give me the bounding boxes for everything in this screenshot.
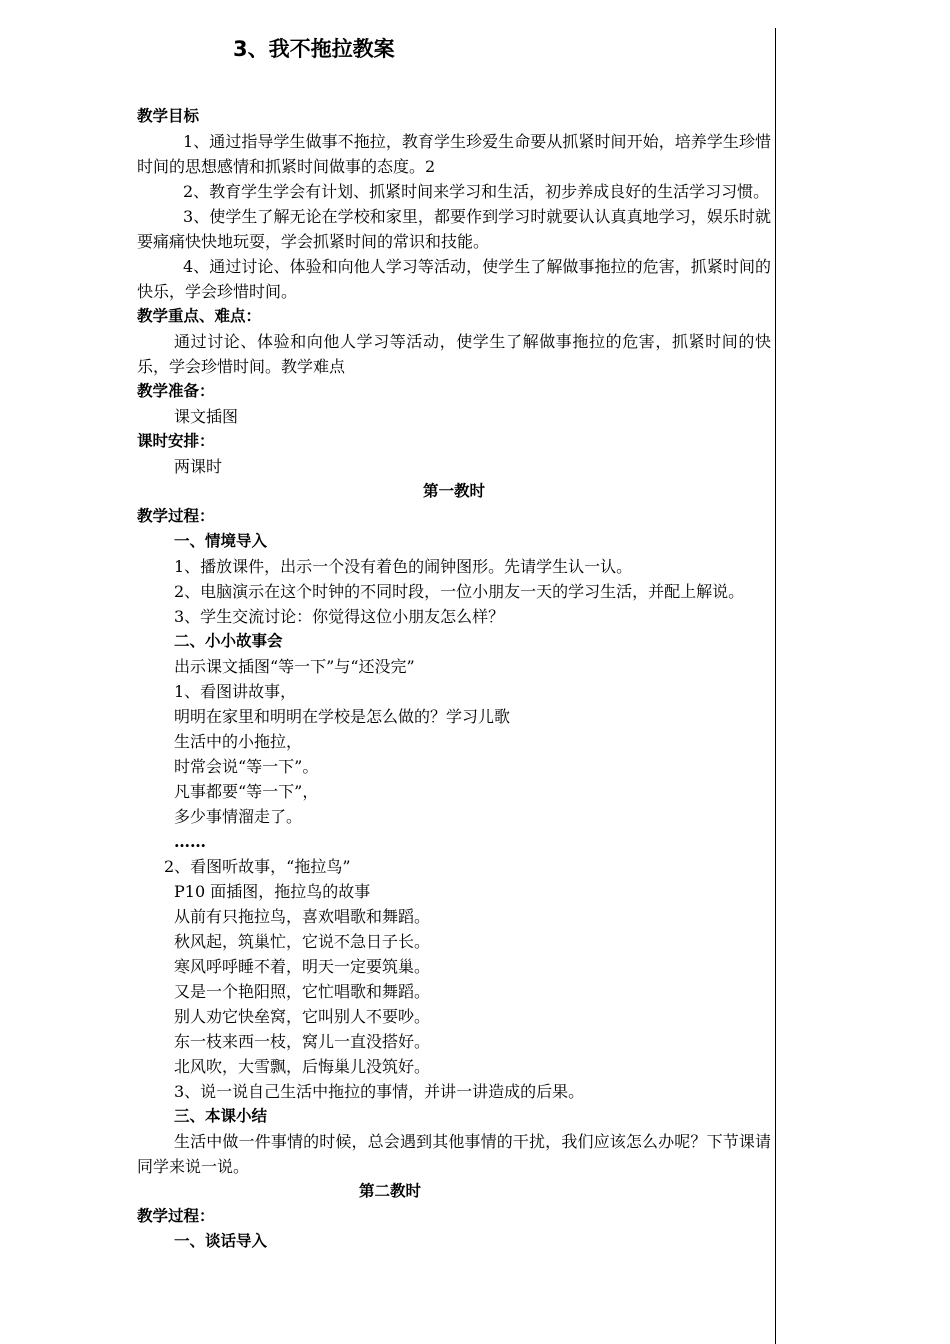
story-line: 寒风呼呼睡不着，明天一定要筑巢。: [174, 957, 431, 976]
lesson1-section1-heading: 一、情境导入: [174, 532, 268, 550]
story-line: P10 面插图，拖拉鸟的故事: [174, 882, 371, 901]
rhyme-line: 凡事都要“等一下”，: [174, 782, 319, 801]
lesson1-section1-step2: 2、电脑演示在这个时钟的不同时段，一位小朋友一天的学习生活，并配上解说。: [174, 582, 745, 601]
lesson1-section2-line: 1、看图讲故事，: [174, 682, 297, 701]
preparation-heading: 教学准备：: [137, 382, 215, 400]
lesson2-section1-heading: 一、谈话导入: [174, 1232, 268, 1250]
key-points-heading: 教学重点、难点：: [137, 307, 262, 325]
rhyme-line: 多少事情溜走了。: [174, 807, 303, 826]
story-line: 从前有只拖拉鸟，喜欢唱歌和舞蹈。: [174, 907, 431, 926]
preparation-text: 课文插图: [174, 407, 239, 426]
goals-heading: 教学目标: [137, 107, 200, 125]
schedule-heading: 课时安排：: [137, 432, 215, 450]
lesson1-section2-step3: 3、说一说自己生活中拖拉的事情，并讲一讲造成的后果。: [174, 1082, 585, 1101]
key-points-text: 通过讨论、体验和向他人学习等活动，使学生了解做事拖拉的危害，抓紧时间的快乐，学会珍惜时间。教学难点: [137, 332, 771, 376]
lesson1-section2-line: 出示课文插图“等一下”与“还没完”: [174, 657, 415, 676]
lesson1-section1-step3: 3、学生交流讨论：你觉得这位小朋友怎么样？: [174, 607, 505, 626]
story-line: 东一枝来西一枝，窝儿一直没搭好。: [174, 1032, 431, 1051]
lesson1-process-heading: 教学过程：: [137, 507, 215, 525]
rhyme-line: 时常会说“等一下”。: [174, 757, 319, 776]
lesson1-section3-heading: 三、本课小结: [174, 1107, 268, 1125]
lesson1-section2-heading: 二、小小故事会: [174, 632, 283, 650]
story-line: 别人劝它快垒窝，它叫别人不要吵。: [174, 1007, 431, 1026]
lesson1-section1-step1: 1、播放课件，出示一个没有着色的闹钟图形。先请学生认一认。: [174, 557, 633, 576]
story-line: 秋风起，筑巢忙，它说不急日子长。: [174, 932, 431, 951]
lesson1-heading: 第一教时: [422, 482, 485, 500]
lesson2-process-heading: 教学过程：: [137, 1207, 215, 1225]
document-title: 3、我不拖拉教案: [233, 37, 395, 61]
goal-item-3: 3、使学生了解无论在学校和家里，都要作到学习时就要认认真真地学习，娱乐时就要痛痛快快地玩耍，学会抓紧时间的常识和技能。: [137, 207, 771, 251]
rhyme-line: 生活中的小拖拉，: [174, 732, 303, 751]
goal-item-2: 2、教育学生学会有计划、抓紧时间来学习和生活，初步养成良好的生活学习习惯。: [183, 182, 770, 201]
goal-item-4: 4、通过讨论、体验和向他人学习等活动，使学生了解做事拖拉的危害，抓紧时间的快乐，学会珍惜时间。: [137, 257, 771, 301]
lesson1-summary-text: 生活中做一件事情的时候，总会遇到其他事情的干扰，我们应该怎么办呢？下节课请同学来说一说。: [137, 1132, 771, 1176]
lesson2-heading: 第二教时: [359, 1182, 422, 1200]
document-body: [137, 34, 771, 1254]
story-line: 又是一个艳阳照，它忙唱歌和舞蹈。: [174, 982, 431, 1001]
ellipsis: ……: [174, 832, 206, 851]
schedule-text: 两课时: [174, 457, 223, 476]
story-heading: 2、看图听故事，“拖拉鸟”: [164, 857, 351, 876]
story-line: 北风吹，大雪飘，后悔巢儿没筑好。: [174, 1057, 431, 1076]
page-right-border: [775, 28, 776, 1344]
lesson1-section2-line: 明明在家里和明明在学校是怎么做的？学习儿歌: [174, 707, 511, 726]
goal-item-1: 1、通过指导学生做事不拖拉，教育学生珍爱生命要从抓紧时间开始，培养学生珍惜时间的思想感情和抓紧时间做事的态度。2: [137, 132, 771, 176]
